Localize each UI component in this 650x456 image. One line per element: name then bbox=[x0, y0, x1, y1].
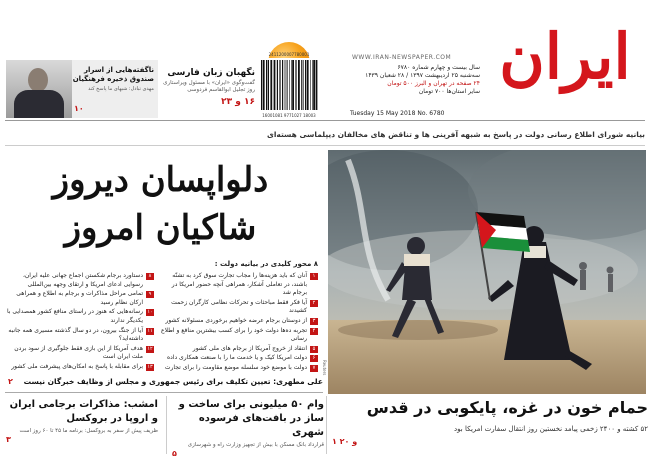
bullet-item bbox=[158, 317, 318, 326]
bullet-item bbox=[158, 272, 318, 298]
issue-info-line2: سه‌شنبه ۲۵ اردیبهشت ۱۳۹۷ / ۲۸ شعبان ۱۴۳۹ bbox=[365, 72, 480, 79]
barcode-number-top: 2411200007780001 bbox=[268, 52, 310, 57]
bullet-item bbox=[4, 363, 154, 372]
issue-info-line4: سایر استان‌ها ۷۰۰ تومان bbox=[418, 88, 480, 95]
bullet-number: ۹ bbox=[146, 291, 154, 298]
teaser-interview-subtitle: مهدی تبادل: شبهای ما پاسخ کند bbox=[88, 86, 154, 92]
barcode-bar bbox=[313, 60, 315, 110]
headline-subtitle: ۸ محور کلیدی در بیانیه دولت : bbox=[214, 260, 318, 268]
person-head bbox=[28, 68, 48, 92]
teaser-language-title: نگهبان زبان فارسی bbox=[167, 68, 255, 78]
bullet-item bbox=[4, 290, 154, 307]
bullet-number: ۱ bbox=[310, 273, 318, 280]
bullet-number: ۶ bbox=[310, 355, 318, 362]
teaser-language-subtitle: گفت‌وگوی «ایران» با مسئول ویراستاری روز تجلیل ابوالقاسم فردوسی bbox=[163, 80, 255, 93]
bottom-story-loan[interactable] bbox=[172, 398, 324, 456]
teaser-interview-page: ۱۰ bbox=[74, 104, 84, 113]
bottom-main-headline[interactable]: حمام خون در غزه، پایکوبی در قدس bbox=[366, 398, 648, 417]
bottom-story-talks[interactable] bbox=[6, 398, 158, 444]
bottom-story-talks-page: ۳ bbox=[6, 435, 11, 444]
bottom-story-loan-subtitle: قرارداد بانک مسکن با بیش از تجهیز وزارت راه و شهرسازی bbox=[187, 442, 324, 448]
bullet-item bbox=[4, 345, 154, 362]
bullet-item bbox=[158, 327, 318, 344]
bullet-text: تمامی مراحل مذاکرات و برجام به اطلاع و همراهی ارکان نظام رسید bbox=[16, 290, 143, 306]
teaser-interview-title: ناگفته‌هایی از اسرار صندوق ذخیره فرهنگیان bbox=[72, 66, 154, 83]
bullet-text: انتقاد از خروج آمریکا از برجام های ملی کشور bbox=[192, 344, 307, 352]
bullet-number: ۸ bbox=[146, 273, 154, 280]
gaza-protest-illustration bbox=[328, 150, 646, 394]
barcode-bar bbox=[298, 60, 300, 110]
bullet-number: ۱۳ bbox=[147, 363, 153, 370]
bullet-item bbox=[4, 327, 154, 344]
barcode bbox=[258, 58, 320, 114]
bottom-main-subtitle: ۵۲ کشته و ۲۴۰۰ زخمی پیامد نخستین روز انتقال سفارت امریکا بود bbox=[454, 425, 648, 433]
barcode-bar bbox=[285, 60, 286, 110]
bottom-story-loan-page: ۵ bbox=[172, 449, 177, 456]
barcode-bar bbox=[295, 60, 296, 110]
bullet-text: از دوستان برجام عرضه خواهیم برخوردی مسئولانه کشور bbox=[165, 316, 307, 324]
barcode-bar bbox=[310, 60, 311, 110]
barcode-bar bbox=[312, 60, 313, 110]
barcode-bar bbox=[292, 60, 294, 110]
english-dateline: Tuesday 15 May 2018 No. 6780 bbox=[350, 110, 445, 117]
barcode-bar bbox=[301, 60, 302, 110]
column-divider bbox=[326, 396, 327, 454]
bullet-number: ۲ bbox=[310, 300, 318, 307]
bullet-number: ۳ bbox=[310, 318, 318, 325]
strip-rule bbox=[5, 392, 323, 393]
bullet-text: دولت با موضع خود سلسله موضع مقاومت را برای تجارت bbox=[164, 363, 307, 371]
barcode-bar bbox=[277, 60, 278, 110]
bullet-item bbox=[4, 308, 154, 325]
website-url[interactable]: WWW.IRAN-NEWSPAPER.COM bbox=[352, 54, 452, 61]
bullet-item bbox=[158, 354, 318, 363]
bullet-text: آیا از جنگ بیرون، در دو سال گذشته مسیری همه جانبه داشته‌اید؟ bbox=[8, 326, 143, 343]
masthead-rule bbox=[5, 120, 645, 121]
barcode-bar bbox=[291, 60, 292, 110]
bullet-item bbox=[158, 299, 318, 316]
bullet-text: تجربه ده‌ها دولت خود را برای کسب بیشترین منافع و اطلاع رسانی bbox=[160, 326, 307, 343]
main-news-photo[interactable] bbox=[328, 150, 646, 394]
banner-rule bbox=[5, 145, 645, 146]
barcode-bar bbox=[307, 60, 309, 110]
barcode-bar bbox=[316, 60, 318, 110]
bullet-text: رسانه‌هایی که هنوز در راستای منافع کشور همصدایی با یکدیگر ندارند bbox=[6, 308, 143, 324]
barcode-bar bbox=[305, 60, 306, 110]
photo-credit: Reuters bbox=[322, 360, 327, 376]
bottom-story-loan-headline: وام ۵۰ میلیونی برای ساخت و ساز در بافت‌های فرسوده شهری bbox=[178, 399, 324, 438]
bullet-number: ۵ bbox=[310, 346, 318, 353]
main-headline-line2[interactable]: شاکیان امروز bbox=[64, 208, 257, 248]
bullet-number: ۱۲ bbox=[147, 345, 153, 352]
bullet-text: دستاورد برجام شکستن اجماع جهانی علیه ایران، رسوایی ادعای امریکا و ارتقای وجهه بین‌المللی bbox=[22, 272, 143, 288]
strip-page-number: ۲ bbox=[8, 377, 13, 386]
teaser-language-pages: ۱۶ و ۲۳ bbox=[221, 97, 255, 107]
bottom-story-talks-subtitle: ظریف پیش از سفر به بروکسل: برنامه ما ۴۵ تا ۶۰ روز است bbox=[19, 428, 158, 434]
newspaper-logo: ایران bbox=[499, 20, 631, 93]
bullet-number: ۱۱ bbox=[147, 327, 153, 334]
barcode-bar bbox=[289, 60, 290, 110]
person-body bbox=[14, 90, 64, 118]
teaser-interview[interactable] bbox=[6, 60, 158, 118]
issue-info-line3: ۲۴ صفحه در تهران و البرز ۵۰۰ تومان bbox=[387, 80, 480, 87]
bullet-item bbox=[158, 345, 318, 354]
bullet-text: هدف آمریکا از این بازی فقط جلوگیری از سود بردن ملت ایران است bbox=[14, 344, 143, 361]
bullet-text: آیا فکر فقط مباحثات و تحرکات نظامی کارگران زحمت کشیدند bbox=[171, 298, 307, 315]
barcode-number-bottom: 16001081 9771027 18003 bbox=[262, 113, 316, 118]
bottom-story-talks-headline: امشب: مذاکرات برجامی ایران و اروپا در بروکسل bbox=[9, 399, 158, 424]
teaser-language[interactable] bbox=[160, 68, 255, 118]
bullets-left-column bbox=[4, 272, 154, 373]
top-banner[interactable]: بیانیه شورای اطلاع رسانی دولت در پاسخ به شبهه آفرینی ها و تناقض های مخالفان دیپلماسی هسته‌ای bbox=[266, 130, 645, 139]
barcode-bar bbox=[274, 60, 276, 110]
bullets-right-column bbox=[158, 272, 318, 374]
bottom-main-pages: ۱ و ۲۰ bbox=[332, 437, 358, 446]
barcode-bar bbox=[303, 60, 304, 110]
barcode-bar bbox=[270, 60, 272, 110]
bullet-number: ۷ bbox=[310, 365, 318, 372]
main-headline-line1[interactable]: دلواپسان دیروز bbox=[52, 160, 269, 200]
barcode-bar bbox=[263, 60, 265, 110]
bullet-text: دولت امریکا کیک و یا خدمت ما را با صنعت همکاری داده bbox=[167, 354, 307, 362]
strip-headline[interactable]: علی مطهری: تعیین تکلیف برای رئیس جمهوری و مجلس از وظایف خبرگان نیست bbox=[23, 377, 323, 386]
barcode-bar bbox=[266, 60, 267, 110]
bullet-number: ۱۰ bbox=[147, 309, 153, 316]
bullet-number: ۴ bbox=[310, 328, 318, 335]
bullet-item bbox=[158, 364, 318, 373]
issue-info-line1: سال بیست و چهارم شماره ۶۷۸۰ bbox=[397, 64, 480, 71]
barcode-bar bbox=[287, 60, 288, 110]
bullet-item bbox=[4, 272, 154, 289]
barcode-bar bbox=[268, 60, 269, 110]
barcode-bar bbox=[261, 60, 262, 110]
column-divider bbox=[166, 396, 167, 454]
barcode-bar bbox=[286, 60, 287, 110]
barcode-bar bbox=[282, 60, 283, 110]
barcode-bar bbox=[279, 60, 280, 110]
bullet-text: آنان که باید هزینه‌ها را مجاب تجارت سوق کرد به تشنّه باشند، در تعاملی آشکار، همراهی آنچه حضور امریکا در برجام شد bbox=[171, 272, 307, 297]
interview-photo bbox=[6, 60, 72, 118]
bullet-text: برای مقابله با پاسخ به امکان‌های پیشرفت ملی کشور bbox=[11, 362, 143, 370]
